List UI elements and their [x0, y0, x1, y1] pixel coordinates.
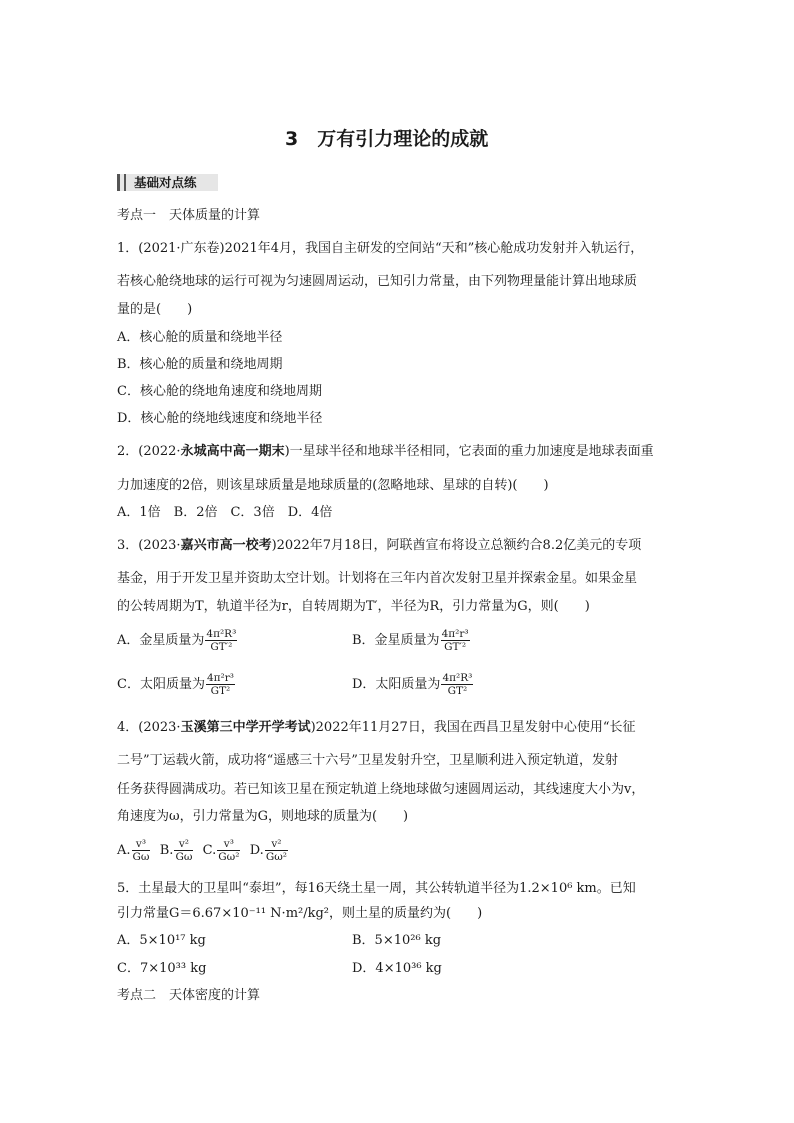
q1-option-b: B．核心舱的质量和绕地周期: [117, 357, 283, 372]
q1-line2: 若核心舱绕地球的运行可视为匀速圆周运动，已知引力常量，由下列物理量能计算出地球质: [117, 274, 638, 289]
page-title: 3 万有引力理论的成就: [285, 128, 489, 150]
q3-option-d: D．太阳质量为 $\frac{\text{4π²R³}}{\text{GT²}}$: [352, 672, 473, 697]
knowledge-point-2: 考点二 天体密度的计算: [117, 988, 261, 1003]
q1-line3: 量的是( ): [117, 302, 193, 317]
q4-line3: 任务获得圆满成功。若已知该卫星在预定轨道上绕地球做匀速圆周运动，其线速度大小为v，: [117, 782, 645, 797]
q3-option-b: B．金星质量为 $\frac{\text{4π²r³}}{\text{GT′²}}$: [352, 628, 469, 653]
q5-line1: 5．土星最大的卫星叫“泰坦”，每16天绕土星一周，其公转轨道半径为1.2×10⁶ km。已知: [117, 881, 636, 896]
q2-line1: 2．(2022·永城高中高一期末)一星球半径和地球半径相同，它表面的重力加速度是地球表面重: [117, 444, 654, 459]
q1-option-a: A．核心舱的质量和绕地半径: [117, 330, 283, 345]
knowledge-point-1: 考点一 天体质量的计算: [117, 208, 261, 223]
q5-option-c: C．7×10³³ kg: [117, 961, 207, 976]
q4-source: 玉溪第三中学开学考试: [180, 720, 311, 735]
q5-option-b: B．5×10²⁶ kg: [352, 933, 442, 948]
q5-option-d: D．4×10³⁶ kg: [352, 961, 442, 976]
q3-option-c: C．太阳质量为 $\frac{\text{4π²r³}}{\text{GT²}}$: [117, 672, 234, 697]
q4-line1: 4．(2023·玉溪第三中学开学考试)2022年11月27日，我国在西昌卫星发射中心使用“长征: [117, 720, 636, 735]
q3-option-a: A．金星质量为 $\frac{\text{4π²R³}}{\text{GT′²}}$: [117, 628, 237, 653]
q2-line2: 力加速度的2倍，则该星球质量是地球质量的(忽略地球、星球的自转)( ): [117, 478, 549, 493]
q3-line2: 基金，用于开发卫星并资助太空计划。计划将在三年内首次发射卫星并探索金星。如果金星: [117, 571, 638, 586]
q4-line2: 二号”丁运载火箭，成功将“遥感三十六号”卫星发射升空，卫星顺利进入预定轨道，发射: [117, 753, 618, 768]
q1-option-d: D．核心舱的绕地线速度和绕地半径: [117, 411, 323, 426]
q2-source: 永城高中高一期末: [180, 444, 285, 459]
section-badge: 基础对点练: [117, 174, 218, 191]
q1-option-c: C．核心舱的绕地角速度和绕地周期: [117, 384, 322, 399]
q5-line2: 引力常量G＝6.67×10⁻¹¹ N·m²/kg²，则土星的质量约为( ): [117, 906, 483, 921]
q5-option-a: A．5×10¹⁷ kg: [117, 933, 206, 948]
q4-line4: 角速度为ω，引力常量为G，则地球的质量为( ): [117, 809, 409, 824]
q3-source: 嘉兴市高一校考: [180, 538, 272, 553]
q4-options: A. $\frac{\text{v³}}{G\omega}$ B. $\frac{\text{v²}}{G\omega}$ C. $\frac{\text{v³}}{\text{Gω²}}$ D. $\frac{\text{v²}}{\text{Gω²}}$: [117, 838, 287, 863]
q3-line1: 3．(2023·嘉兴市高一校考)2022年7月18日，阿联酋宣布将设立总额约合8.2亿美元的专项: [117, 538, 642, 553]
q3-line3: 的公转周期为T，轨道半径为r，自转周期为T′，半径为R，引力常量为G，则( ): [117, 599, 590, 614]
q1-line1: 1．(2021·广东卷)2021年4月，我国自主研发的空间站“天和”核心舱成功发射并入轨运行，: [117, 241, 644, 256]
q2-options: A．1倍 B．2倍 C．3倍 D．4倍: [117, 505, 333, 520]
